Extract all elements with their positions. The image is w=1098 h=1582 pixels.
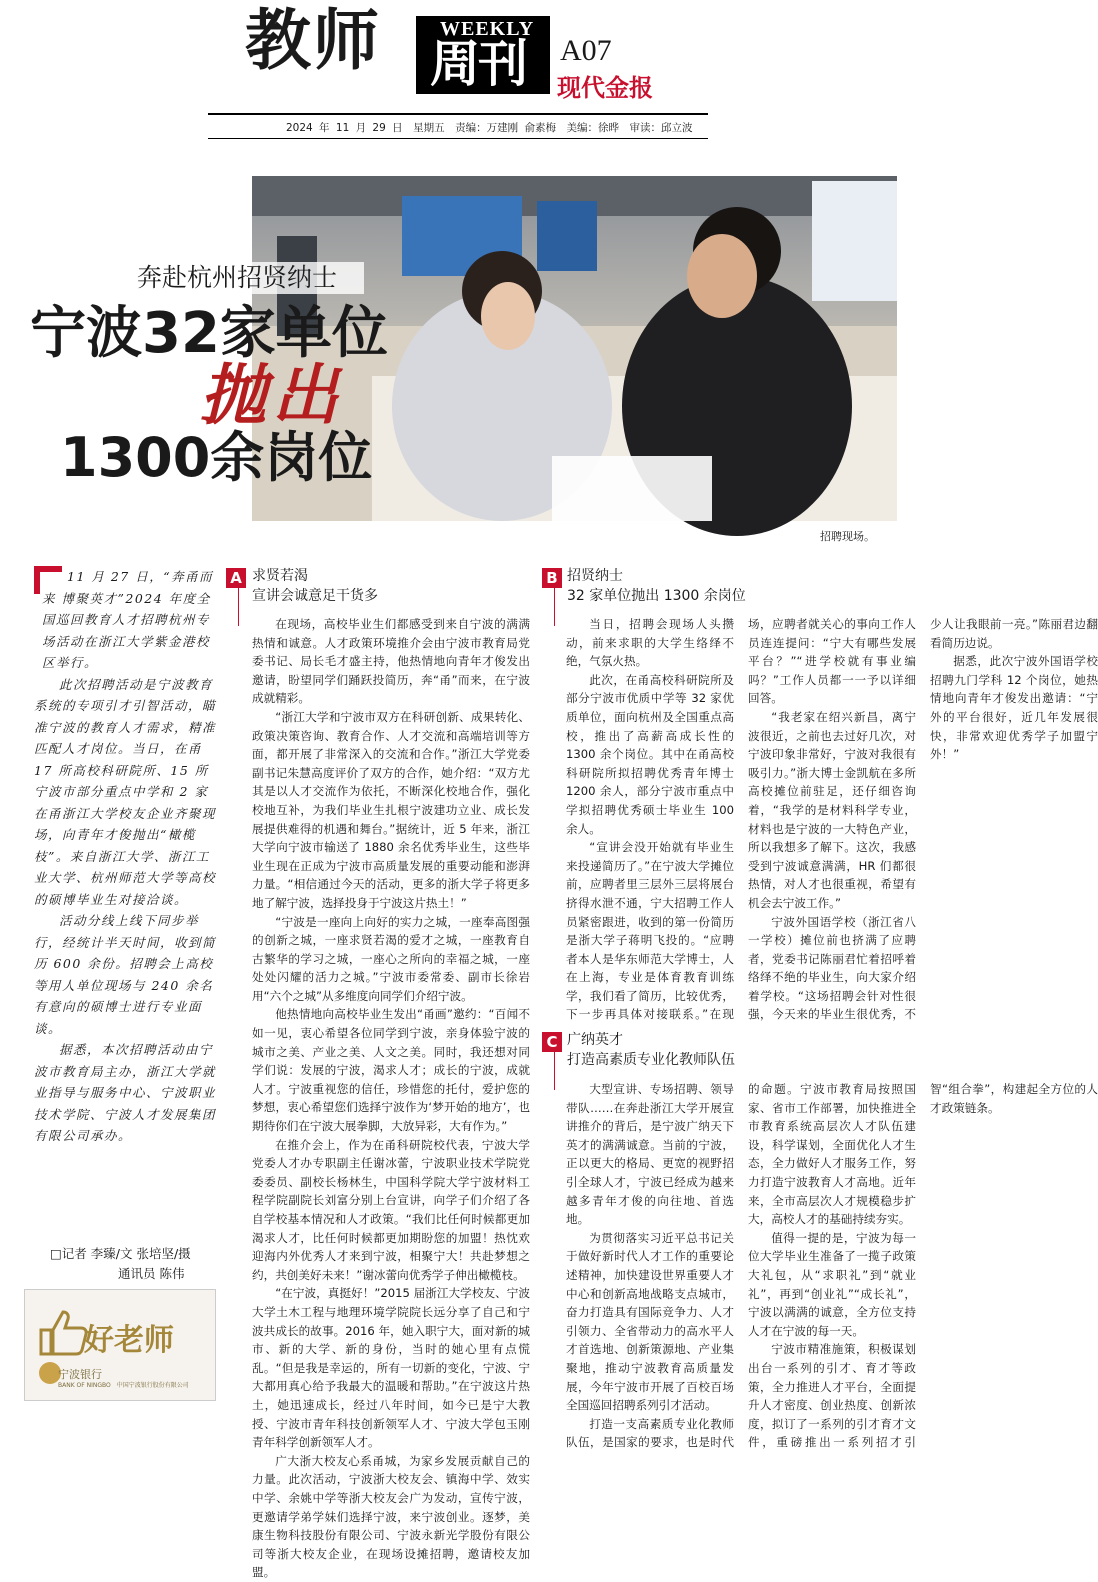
masthead-title: 教师 [245,1,381,79]
section-b-paragraph: 据悉，此次宁波外国语学校招聘九门学科 12 个岗位，她热情地向青年才俊发出邀请：“宁外的平台很好，近几年发展很快，非常欢迎优秀学子加盟宁外！” [930,654,1098,762]
headline-line-3: 1300余岗位 [60,426,373,489]
headline-line-1: 宁波32家单位 [30,301,388,366]
lead-paragraph: 此次招聘活动是宁波教育系统的专项引才引智活动，瞄准宁波的教育人才需求，精准匹配人才岗位。当日，在甬 17 所高校科研院所、15 所宁波市部分重点中学和 2 家在甬浙江大学校友企业齐聚现场，向青年才俊抛出“橄榄枝”。来自浙江大学、浙江工业大学、杭州师范大学等高校的硕博毕业生对接洽谈。 [34,676,217,907]
section-c-paragraph: 为贯彻落实习近平总书记关于做好新时代人才工作的重要论述精神，加快建设世界重要人才中心和创新高地战略支点城市，奋力打造具有国际竞争力、人才引领力、全省带动力的高水平人才首选地、创新策源地、产业集聚地，推动宁波教育高质量发展，今年宁波市开展了百校百场全国巡回招聘系列引才活动。 [566,1230,734,1413]
issue-meta: 2024 年 11 月 29 日 星期五 责编：万建刚 俞素梅 美编：徐晔 审读：邱立波 [286,122,693,134]
section-a-paragraph: “宁波是一座向上向好的实力之城，一座奉高图强的创新之城，一座求贤若渴的爱才之城，一座教育自古繁华的学习之城，一座心之所向的幸福之城，一座处处闪耀的活力之城。”宁波市委常委、副市长徐岩用“六个之城”从多维度向同学们介绍宁波。 [252,914,530,1003]
lead-paragraph: 据悉，本次招聘活动由宁波市教育局主办，浙江大学就业指导与服务中心、宁波职业技术学院、宁波人才发展集团有限公司承办。 [34,1042,217,1143]
byline-correspondent: 通讯员 陈伟 [118,1266,185,1281]
section-b-subtitle: 32 家单位抛出 1300 余岗位 [567,588,746,604]
section-b-paragraph: 当日，招聘会现场人头攒动，前来求职的大学生络绎不绝，气氛火热。 [566,617,734,669]
section-b-rule [542,586,555,626]
section-a-paragraph: 在现场，高校毕业生们都感受到来自宁波的满满热情和诚意。人才政策环境推介会由宁波市教育局党委书记、局长毛才盛主持，他热情地向青年才俊发出邀请，盼望同学们踊跃投简历，奔“甬”而来，在宁波成就精彩。 [252,617,530,706]
weekly-en-label: WEEKLY [440,18,535,40]
byline [50,1244,191,1284]
meta-rule [208,138,708,139]
section-c-paragraph: 大型宣讲、专场招聘、领导带队……在奔赴浙江大学开展宣讲推介的背后，是宁波广纳天下英才的满满诚意。当前的宁波，正以更大的格局、更宽的视野招引全球人才，宁波已经成为越来越多青年才俊的向往地、首选地。 [566,1082,734,1227]
byline-reporter: □记者 李臻/文 张培坚/摄 [50,1246,191,1261]
section-c-body [566,1080,1098,1462]
section-b-badge: B [542,568,562,588]
paper-name: 现代金报 [557,73,653,102]
section-c-rule [542,1050,555,1090]
section-a-paragraph: 在推介会上，作为在甬科研院校代表，宁波大学党委人才办专职副主任谢冰蕾，宁波职业技术学院党委委员、副校长杨林生，中国科学院大学宁波材料工程学院副院长刘富分别上台宣讲，向学子们介绍了各自学校基本情况和人才政策。“我们比任何时候都更加渴求人才，比任何时候都更加期盼您的加盟！热忱欢迎海内外优秀人才来到宁波，相聚宁大！共赴梦想之约，共创美好未来！”谢冰蕾向优秀学子伸出橄榄枝。 [252,1137,530,1282]
bank-name-en: BANK OF NINGBO 中国宁波银行股份有限公司 [58,1382,189,1389]
lead-paragraph: 11 月 27 日，“奔甬而来 博聚英才”2024 年度全国巡回教育人才招聘杭州专场活动在浙江大学紫金港校区举行。 [42,569,214,670]
photo-caption: 招聘现场。 [820,530,875,543]
section-a-paragraph: “在宁波，真挺好！”2015 届浙江大学校友、宁波大学土木工程与地理环境学院院长远分享了自己和宁波共成长的故事。2016 年，她入职宁大，面对新的城市、新的大学、新的身份，当时的她心里有点慌乱。“但是我是幸运的，所有一切新的变化，宁波、宁大都用真心给予我最大的温暖和帮助。”在宁波这片热土，她迅速成长，经过八年时间，如今已是宁大教授、宁波市青年科技创新领军人才、宁波大学包玉刚青年科学创新领军人才。 [252,1286,530,1450]
section-a-body [252,615,530,1582]
thumbs-up-icon [37,1308,91,1356]
weekly-zh-label: 周刊 [430,34,526,93]
section-c-badge: C [542,1032,562,1052]
section-c-paragraph: 打造一支高素质专业化教师队伍，是国家的要求，也是时代的命题。宁波市教育局按照国家、省市工作部署，加快推进全市教育系统高层次人才队伍建设，科学谋划，全面优化人才生态，全力做好人才服务工作，努力打造宁波教育人才高地。近年来，全市高层次人才规模稳步扩大，高校人才的基础持续夯实。 [566,1082,916,1450]
section-c-subtitle: 打造高素质专业化教师队伍 [567,1052,735,1068]
headline-line-2: 抛出 [200,356,344,434]
masthead-rule [208,113,708,115]
page-number: A07 [560,34,612,67]
headline-kicker: 奔赴杭州招贤纳士 [110,262,364,294]
section-b-paragraph: “宣讲会没开始就有毕业生来投递简历了。”在宁波大学摊位前，应聘者里三层外三层将展台挤得水泄不通，宁大招聘工作人员紧密跟进，收到的第一份简历是浙大学子蒋明飞投的。“应聘者本人是华东师范大学博士，人在上海，专业是体育教育训练学，我们看了简历，比较优秀，下一步再具体对接联系。”在现场，应聘者就关心的事向工作人员连连提问：“宁大有哪些发展平台？”“进学校就有事业编吗？”工作人员都一一予以详细回答。 [566,617,916,1022]
section-b-paragraph: “我老家在绍兴新昌，离宁波很近，之前也去过好几次，对宁波印象非常好，宁波对我很有吸引力。”浙大博士金凯航在多所高校摊位前驻足，还仔细咨询着，“我学的是材料科学专业，材料也是宁波的一大特色产业，所以我想多了解下。这次，我感受到宁波诚意满满，HR 们都很热情，对人才也很重视，希望有机会去宁波工作。” [748,709,916,910]
section-c-paragraph: 宁波市精准施策，积极谋划出台一系列的引才、育才等政策，全力推进人才平台，全面提升人才密度、创业热度、创新浓度，拟订了一系列的引才育才文件，重磅推出一系列招才引智“组合拳”，构建起全方位的人才政策链条。 [748,1082,1098,1450]
section-a-paragraph: 广大浙大校友心系甬城，为家乡发展贡献自己的力量。此次活动，宁波浙大校友会、镇海中学、效实中学、余姚中学等浙大校友会广为发动，宣传宁波，更邀请学弟学妹们选择宁波，来宁波创业。逐梦，美康生物科技股份有限公司、宁波永新光学股份有限公司等浙大校友企业，在现场设摊招聘，邀请校友加盟。 [252,1453,530,1580]
section-a-badge: A [226,568,246,588]
bank-name: 宁波银行 [58,1368,102,1381]
section-b-paragraph: 此次，在甬高校科研院所及部分宁波市优质中学等 32 家优质单位，面向杭州及全国重点高校，推出了高薪高成长性的 1300 余个岗位。其中在甬高校科研院所拟招聘优秀青年博士 1200 余人，部分宁波市重点中学拟招聘优秀硕士毕业生 100 余人。 [566,672,734,836]
section-b-body [566,615,1098,1033]
lead-text [34,566,220,1147]
section-a-subtitle: 宣讲会诚意足干货多 [252,588,378,604]
sponsor-slogan: 好老师 [84,1323,174,1358]
section-b-paragraph: 宁波外国语学校（浙江省八一学校）摊位前也挤满了应聘者，党委书记陈丽君忙着招呼着络绎不绝的毕业生，向大家介绍着学校。“这场招聘会针对性很强，今天来的毕业生很优秀，不少人让我眼前一亮。”陈丽君边翻看简历边说。 [748,617,1098,1022]
lead-paragraph: 活动分线上线下同步举行，经统计半天时间，收到简历 600 余份。招聘会上高校等用人单位现场与 240 余名有意向的硕博士进行专业面谈。 [34,913,217,1036]
section-a-title: 求贤若渴 [252,568,308,584]
section-c-paragraph: 值得一提的是，宁波为每一位大学毕业生准备了一揽子政策大礼包，从“求职礼”到“就业礼”，再到“创业礼”“成长礼”，宁波以满满的诚意，全方位支持人才在宁波的每一天。 [748,1230,916,1338]
section-b-title: 招贤纳士 [567,568,623,584]
section-a-rule [226,586,239,626]
section-a-paragraph: 他热情地向高校毕业生发出“甬画”邀约：“百闻不如一见，衷心希望各位同学到宁波，亲身体验宁波的城市之美、产业之美、人文之美。同时，我还想对同学们说：发展的宁波，渴求人才；成长的宁波，成就人才。宁波重视您的信任，珍惜您的托付，爱护您的梦想，衷心希望您们选择宁波作为‘梦开始的地方’，也期待你们在宁波大展拳脚，大放异彩，大有作为。” [252,1007,530,1134]
section-c-title: 广纳英才 [567,1032,623,1048]
section-a-paragraph: “浙江大学和宁波市双方在科研创新、成果转化、政策决策咨询、教育合作、人才交流和高端培训等方面，都开展了非常深入的交流和合作。”浙江大学党委副书记朱慧高度评价了双方的合作，她介绍：“双方尤其是以人才交流作为依托，不断深化校地合作，强化校地互补，为我们毕业生扎根宁波建功立业、成长发展提供难得的机遇和舞台。”据统计，近 5 年来，浙江大学向宁波市输送了 1880 余名优秀毕业生，这些毕业生现在正成为宁波市高质量发展的重要动能和澎湃力量。“相信通过今天的活动，更多的浙大学子将更多地了解宁波，选择投身于宁波这片热土！” [252,709,530,910]
